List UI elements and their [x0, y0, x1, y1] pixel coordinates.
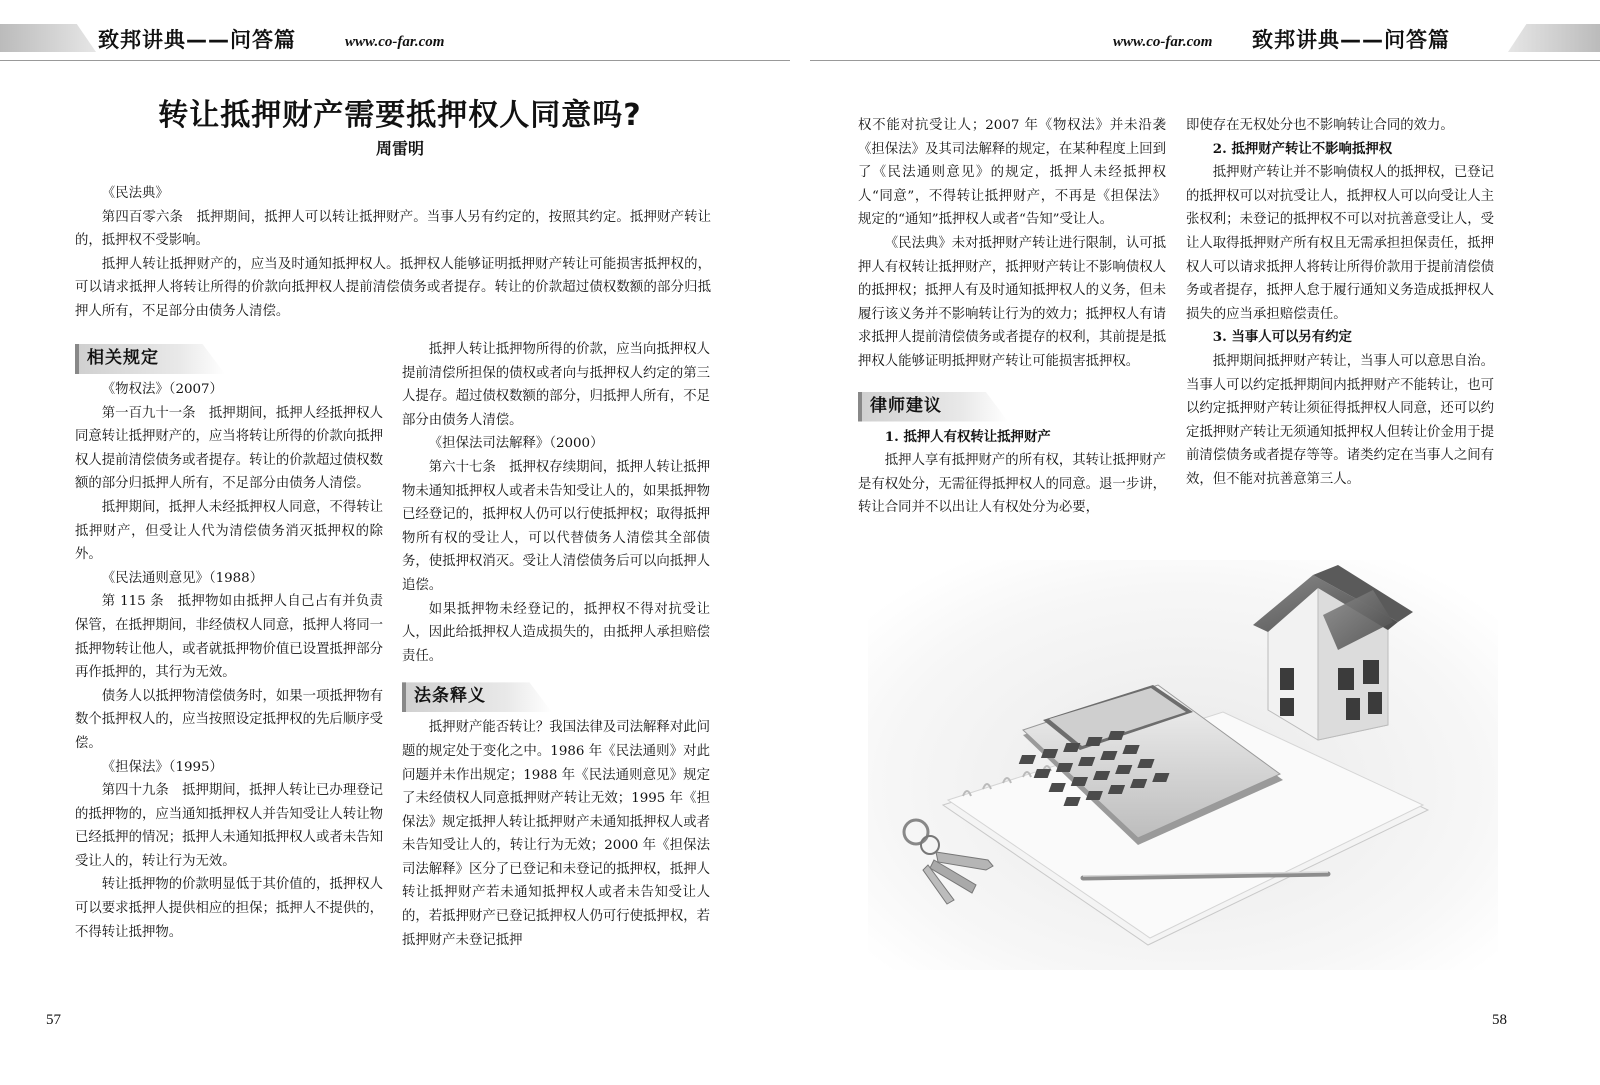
intro-paragraph-1: 第四百零六条 抵押期间，抵押人可以转让抵押财产。当事人另有约定的，按照其约定。抵押财产转让的，抵押权不受影响。 — [75, 209, 711, 249]
paragraph: 第一百九十一条 抵押期间，抵押人经抵押权人同意转让抵押财产的，应当将转让所得的价款向抵押权人提前清偿债务或者提存。转让的价款超过债权数额的部分归抵押人所有，不足部分由债务人清偿。 — [75, 405, 383, 492]
citation: 《担保法司法解释》（2000） — [428, 436, 604, 452]
column-4 — [1186, 114, 1494, 492]
house-calculator-photo — [868, 560, 1498, 970]
header-right-url: www.co-far.com — [1113, 34, 1213, 50]
column-1 — [75, 336, 383, 944]
heading-label: 律师建议 — [870, 395, 942, 416]
paragraph: 抵押财产能否转让？我国法律及司法解释对此问题的规定处于变化之中。1986 年《民法通则》对此问题并未作出规定；1988 年《民法通则意见》规定了未经债权人同意抵押财产转让无效；1995 年《担保法》规定抵押人转让抵押财产未通知抵押权人或者未告知受让人的，转让行为无效；2000 年《担保法司法解释》区分了已登记和未登记的抵押权，抵押人转让抵押财产若未通知抵押权人或者未告知受让人的，若抵押财产已登记抵押权人仍可行使抵押权，若抵押财产未登记抵押 — [402, 720, 710, 948]
paragraph: 抵押财产转让并不影响债权人的抵押权，已登记的抵押权可以对抗受让人，抵押权人可以向受让人主张权利；未登记的抵押权不可以对抗善意受让人，受让人取得抵押财产所有权且无需承担担保责任，抵押权人可以请求抵押人将转让所得价款用于提前清偿债务或者提存，抵押人怠于履行通知义务造成抵押权人损失的应当承担赔偿责任。 — [1186, 165, 1494, 322]
header-left-title: 致邦讲典——问答篇 — [98, 28, 296, 52]
paragraph: 债务人以抵押物清偿债务时，如果一项抵押物有数个抵押权人的，应当按照设定抵押权的先后顺序受偿。 — [75, 688, 383, 751]
section-heading-related — [75, 344, 383, 374]
header-left-url: www.co-far.com — [345, 34, 445, 50]
paragraph: 权不能对抗受让人；2007 年《物权法》并未沿袭《担保法》及其司法解释的规定，在某种程度上回到了《民法通则意见》的规定，抵押人未经抵押权人“同意”，不得转让抵押财产，不再是《担保法》规定的“通知”抵押权人或者“告知”受让人。 — [858, 118, 1166, 228]
header-left-rule — [0, 60, 790, 61]
intro-paragraph-2: 抵押人转让抵押财产的，应当及时通知抵押权人。抵押权人能够证明抵押财产转让可能损害抵押权的，可以请求抵押人将转让所得的价款向抵押权人提前清偿债务或者提存。转让的价款超过债权数额的部分归抵押人所有，不足部分由债务人清偿。 — [75, 256, 711, 319]
paragraph: 抵押人享有抵押财产的所有权，其转让抵押财产是有权处分，无需征得抵押权人的同意。退一步讲，转让合同并不以出让人有权处分为必要， — [858, 453, 1166, 516]
paragraph: 第六十七条 抵押权存续期间，抵押人转让抵押物未通知抵押权人或者未告知受让人的，如果抵押物已经登记的，抵押权人仍可以行使抵押权；取得抵押物所有权的受让人，可以代替债务人清偿其全部债务，使抵押权消灭。受让人清偿债务后可以向抵押人追偿。 — [402, 459, 710, 593]
section-heading-lawyer-advice — [858, 392, 1166, 422]
page-number-right: 58 — [1492, 1012, 1507, 1028]
header-left-decor — [0, 24, 96, 52]
subheading: 3. 当事人可以另有约定 — [1212, 329, 1352, 346]
paragraph: 抵押期间抵押财产转让，当事人可以意思自治。当事人可以约定抵押期间内抵押财产不能转让，也可以约定抵押财产转让须征得抵押权人同意，还可以约定抵押财产转让无须通知抵押权人但转让价金用于提前清偿债务或者提存等等。诸类约定在当事人之间有效，但不能对抗善意第三人。 — [1186, 353, 1494, 487]
column-3 — [858, 114, 1166, 520]
citation: 《物权法》（2007） — [101, 382, 223, 397]
paragraph: 第四十九条 抵押期间，抵押人转让已办理登记的抵押物的，应当通知抵押权人并告知受让人转让物已经抵押的情况；抵押人未通知抵押权人或者未告知受让人的，转让行为无效。 — [75, 783, 383, 869]
paragraph: 《民法典》未对抵押财产转让进行限制，认可抵押人有权转让抵押财产，抵押财产转让不影响债权人的抵押权；抵押人有及时通知抵押权人的义务，但未履行该义务并不影响转让行为的效力；抵押权人有请求抵押人提前清偿债务或者提存的权利，其前提是抵押权人能够证明抵押财产转让可能损害抵押权。 — [858, 235, 1166, 369]
heading-label: 相关规定 — [87, 348, 159, 368]
subheading: 1. 抵押人有权转让抵押财产 — [884, 428, 1051, 445]
column-2 — [402, 338, 710, 952]
subheading: 2. 抵押财产转让不影响抵押权 — [1212, 140, 1393, 157]
section-heading-interpretation — [402, 682, 710, 712]
paragraph: 如果抵押物未经登记的，抵押权不得对抗受让人，因此给抵押权人造成损失的，由抵押人承担赔偿责任。 — [402, 601, 710, 664]
paragraph: 转让抵押物的价款明显低于其价值的，抵押权人可以要求抵押人提供相应的担保；抵押人不提供的，不得转让抵押物。 — [75, 877, 383, 940]
article-title: 转让抵押财产需要抵押权人同意吗? — [158, 98, 642, 133]
paragraph: 抵押人转让抵押物所得的价款，应当向抵押权人提前清偿所担保的债权或者向与抵押权人约定的第三人提存。超过债权数额的部分，归抵押人所有，不足部分由债务人清偿。 — [402, 342, 710, 428]
citation: 《民法通则意见》（1988） — [101, 570, 264, 586]
heading-label: 法条释义 — [414, 686, 486, 707]
citation: 《担保法》（1995） — [101, 759, 223, 775]
header-right-title: 致邦讲典——问答篇 — [1252, 28, 1450, 52]
header-right-rule — [810, 60, 1600, 61]
paragraph: 第 115 条 抵押物如由抵押人自己占有并负责保管，在抵押期间，非经债权人同意，抵押人将同一抵押物转让他人，或者就抵押物价值已设置抵押部分再作抵押的，其行为无效。 — [75, 594, 383, 681]
header-right-decor — [1508, 24, 1600, 52]
paragraph: 抵押期间，抵押人未经抵押权人同意，不得转让抵押财产，但受让人代为清偿债务消灭抵押权的除外。 — [75, 499, 383, 563]
page-number-left: 57 — [46, 1012, 61, 1028]
intro-cite: 《民法典》 — [101, 186, 169, 201]
article-author: 周雷明 — [375, 139, 424, 158]
paragraph: 即使存在无权处分也不影响转让合同的效力。 — [1186, 118, 1454, 133]
intro-block — [75, 182, 711, 324]
